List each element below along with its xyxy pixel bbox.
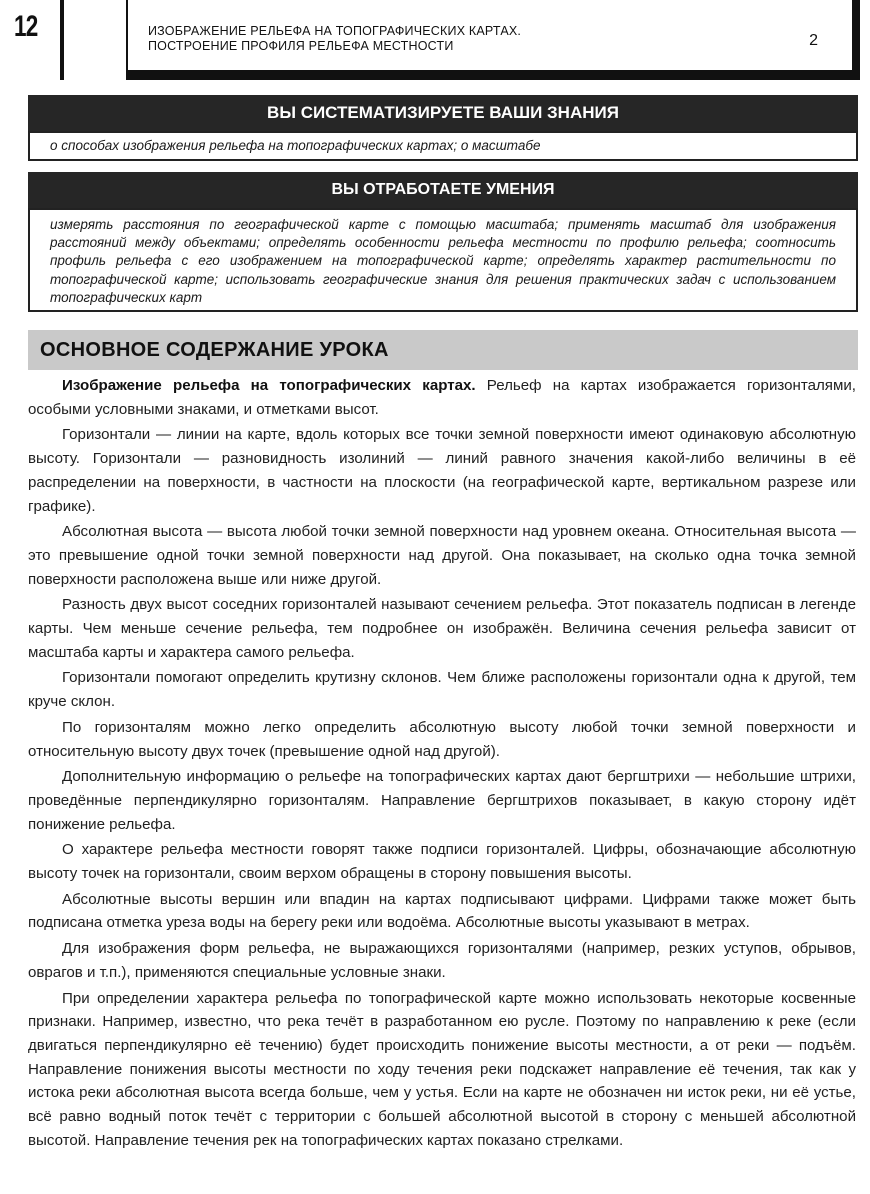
paragraph-1 xyxy=(28,374,856,421)
running-header-line-2: ПОСТРОЕНИЕ ПРОФИЛЯ РЕЛЬЕФА МЕСТНОСТИ xyxy=(148,39,454,53)
paragraph-8: О характере рельефа местности говорят также подписи горизонталей. Цифры, обозначающие абсолютную высоту точек на горизонтали, своим верхом обращены в сторону повышения высоты. xyxy=(28,841,856,883)
paragraph-6: По горизонталям можно легко определить абсолютную высоту любой точки земной поверхности и относительную высоту двух точек (превышение одной над другой). xyxy=(28,718,856,760)
paragraph-4: Разность двух высот соседних горизонталей называют сечением рельефа. Этот показатель подписан в легенде карты. Чем меньше сечение рельефа, тем подробнее он изображён. Величина сечения рельефа зависит от масштаба карты и характера самого рельефа. xyxy=(28,596,856,661)
paragraph-11: При определении характера рельефа по топографической карте можно использовать некоторые косвенные признаки. Например, известно, что река течёт в разработанном ею русле. Поэтому по направлению к реке (если двигаться перпендикулярно её течению) будет происходить понижение высоты местности, а от реки — подъём. Направление понижения высоты местности по ходу течения реки подскажет направление её течения, так как у истока реки абсолютная высота всегда больше, чем у устья. Если на карте не обозначен ни исток реки, ни её устье, всё равно водный поток течёт с территории с большей абсолютной высотой в сторону с меньшей абсолютной высотой. Направление течения рек на топографических картах показано стрелками. xyxy=(28,989,856,1149)
paragraph-1-text: Рельеф на картах изображается горизонталями, особыми условными знаками, и отметками высот. xyxy=(28,377,856,418)
knowledge-text: о способах изображения рельефа на топографических картах; о масштабе xyxy=(28,131,858,161)
main-content-heading: ОСНОВНОЕ СОДЕРЖАНИЕ УРОКА xyxy=(28,330,858,370)
paragraph-5: Горизонтали помогают определить крутизну склонов. Чем ближе расположены горизонтали одна к другой, тем круче склон. xyxy=(28,669,856,711)
running-header-title xyxy=(148,24,521,54)
header-divider xyxy=(60,0,64,80)
paragraph-9: Абсолютные высоты вершин или впадин на картах подписывают цифрами. Цифрами также может быть подписана отметка уреза воды на берегу реки или водоёма. Абсолютные высоты указывают в метрах. xyxy=(28,890,856,932)
section-number: 2 xyxy=(809,32,818,49)
paragraph-7: Дополнительную информацию о рельефе на топографических картах дают бергштрихи — небольшие штрихи, проведённые перпендикулярно горизонталям. Направление бергштрихов показывает, в какую сторону идёт понижение рельефа. xyxy=(28,768,856,833)
skills-heading: ВЫ ОТРАБОТАЕТЕ УМЕНИЯ xyxy=(28,172,858,208)
paragraph-10: Для изображения форм рельефа, не выражающихся горизонталями (например, резких уступов, обрывов, оврагов и т.п.), применяются специальные условные знаки. xyxy=(28,940,856,981)
paragraph-1-lead: Изображение рельефа на топографических картах. xyxy=(62,377,476,394)
running-header-line-1: ИЗОБРАЖЕНИЕ РЕЛЬЕФА НА ТОПОГРАФИЧЕСКИХ КАРТАХ. xyxy=(148,24,522,38)
paragraph-2: Горизонтали — линии на карте, вдоль которых все точки земной поверхности имеют одинаковую абсолютную высоту. Горизонтали — разновидность изолиний — линий равного значения какой-либо величины в её распределении на поверхности, в частности на плоскости (на географической карте, вертикальном разрезе или графике). xyxy=(28,426,856,515)
knowledge-heading: ВЫ СИСТЕМАТИЗИРУЕТЕ ВАШИ ЗНАНИЯ xyxy=(28,95,858,131)
page-number: 12 xyxy=(14,10,38,43)
main-content xyxy=(28,374,856,1155)
running-header xyxy=(126,0,854,72)
paragraph-3: Абсолютная высота — высота любой точки земной поверхности над уровнем океана. Относительная высота — это превышение одной точки земной поверхности над другой. Она показывает, на сколько одна точка земной поверхности расположена выше или ниже другой. xyxy=(28,523,856,588)
skills-text: измерять расстояния по географической карте с помощью масштаба; применять масштаб для изображения расстояний между объектами; определять особенности рельефа местности по профилю рельефа; соотносить профиль рельефа с его изображением на топографической карте; определять характер растительности по топографической карте; использовать географические знания для решения практических задач с использованием топографических карт xyxy=(28,208,858,312)
